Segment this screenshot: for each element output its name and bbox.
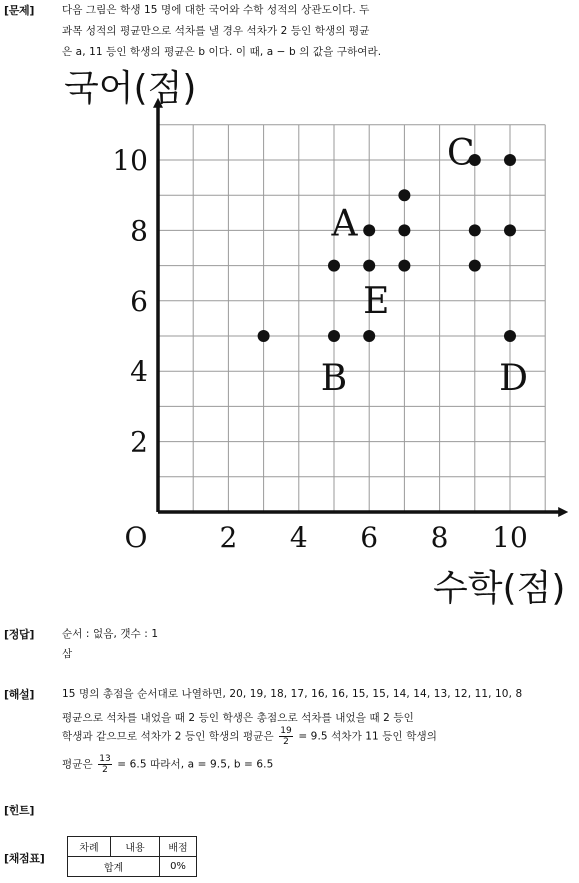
score-tag: [채점표] [4, 852, 45, 865]
origin-label: O [124, 521, 148, 554]
x-tick-label: 2 [219, 521, 238, 554]
explanation-line-4-tail: = 6.5 따라서, a = 9.5, b = 6.5 [117, 758, 274, 771]
scatter-point [363, 330, 375, 342]
score-total-label: 합계 [68, 857, 160, 877]
scatter-point [258, 330, 270, 342]
score-header-cell: 차례 [68, 837, 111, 857]
scatter-point [469, 260, 481, 272]
explanation-line-1: 15 명의 총점을 순서대로 나열하면, 20, 19, 18, 17, 16, 16, 15, 15, 14, 14, 13, 12, 11, 10, 8 [62, 688, 523, 700]
explanation-tag: [해설] [4, 688, 35, 701]
fraction-numerator: 19 [280, 726, 292, 736]
explanation-line-3 [62, 726, 437, 747]
explanation-line-4-text: 평균은 [62, 758, 93, 771]
explanation-line-2: 평균으로 석차를 내었을 때 2 등인 학생은 총점으로 석차를 내었을 때 2 등인 [62, 712, 414, 724]
score-header-row [68, 837, 197, 857]
explanation-line-3-tail: = 9.5 석차가 11 등인 학생의 [298, 730, 437, 743]
explanation-line-4 [62, 754, 273, 775]
scatter-point [363, 224, 375, 236]
score-header-cell: 배점 [160, 837, 197, 857]
answer-tag: [정답] [4, 628, 35, 641]
x-tick-label: 8 [430, 521, 449, 554]
problem-line-2: 과목 성적의 평균만으로 석차를 낼 경우 석차가 2 등인 학생의 평균 [62, 25, 370, 37]
answer-line-2: 삼 [62, 648, 73, 660]
y-tick-label: 4 [130, 355, 148, 389]
scatter-point [398, 260, 410, 272]
region-label-c: C [446, 132, 475, 174]
region-label-a: A [331, 203, 358, 245]
fraction-numerator: 13 [99, 754, 111, 764]
chart-y-axis-label: 국어(점) [64, 68, 197, 109]
y-tick-label: 10 [112, 144, 148, 177]
y-tick-label: 2 [130, 425, 148, 459]
answer-line-1: 순서 : 없음, 갯수 : 1 [62, 628, 159, 640]
hint-tag: [힌트] [4, 804, 35, 817]
scatter-point [398, 189, 410, 201]
fraction-19-over-2 [279, 726, 293, 747]
scatter-point [398, 224, 410, 236]
scatter-point [363, 260, 375, 272]
score-total-row [68, 857, 197, 877]
x-tick-label: 10 [492, 521, 528, 554]
region-label-e: E [363, 280, 390, 322]
scatter-point [504, 224, 516, 236]
score-total-value: 0% [160, 857, 197, 877]
problem-tag: [문제] [4, 4, 35, 17]
scatter-point [469, 224, 481, 236]
x-tick-label: 4 [289, 521, 308, 554]
scatter-point [504, 154, 516, 166]
y-tick-label: 6 [130, 284, 148, 318]
score-table [67, 836, 197, 877]
scatter-point [328, 260, 340, 272]
explanation-line-3-text: 학생과 같으므로 석차가 2 등인 학생의 평균은 [62, 730, 274, 743]
score-header-cell: 내용 [111, 837, 160, 857]
problem-line-3: 은 a, 11 등인 학생의 평균은 b 이다. 이 때, a − b 의 값을 구하여라. [62, 46, 382, 58]
fraction-13-over-2 [98, 754, 112, 775]
problem-line-1: 다음 그림은 학생 15 명에 대한 국어와 수학 성적의 상관도이다. 두 [62, 4, 370, 16]
scatter-point [504, 330, 516, 342]
fraction-denominator: 2 [102, 765, 108, 775]
chart-x-axis-label: 수학(점) [433, 568, 566, 609]
region-label-b: B [320, 358, 348, 400]
y-tick-label: 8 [130, 214, 148, 248]
x-tick-label: 6 [360, 521, 379, 554]
region-label-d: D [499, 358, 528, 400]
scatter-point [328, 330, 340, 342]
fraction-denominator: 2 [283, 737, 289, 747]
